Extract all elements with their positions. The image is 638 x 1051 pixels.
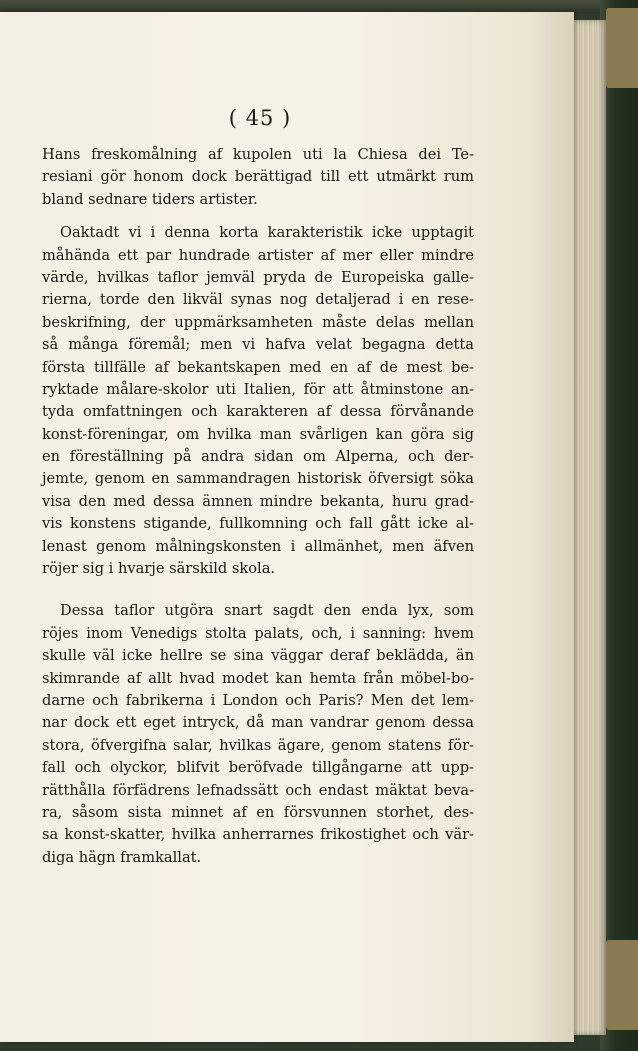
text-line: vis konstens stigande, fullkomning och fall gått icke al- xyxy=(42,515,474,533)
text-line: så många föremål; men vi hafva velat begagna detta xyxy=(42,336,474,354)
text-line: fall och olyckor, blifvit beröfvade tillgångarne att upp- xyxy=(42,759,474,777)
text-line: värde, hvilkas taflor jemväl pryda de Europeiska galle- xyxy=(42,268,474,286)
text-line: Oaktadt vi i denna korta karakteristik icke upptagit xyxy=(60,224,474,242)
page-edges xyxy=(570,20,606,1035)
paragraph-gap xyxy=(42,211,474,222)
text-line: skimrande af allt hvad modet kan hemta från möbel-bo- xyxy=(42,669,474,687)
text-line: beskrifning, der uppmärksamheten måste delas mellan xyxy=(42,313,474,331)
text-line: röjes inom Venedigs stolta palats, och, i sanning: hvem xyxy=(42,624,474,642)
text-line: konst-föreningar, om hvilka man svårligen kan göra sig xyxy=(42,425,474,443)
text-line: Dessa taflor utgöra snart sagdt den enda lyx, som xyxy=(60,602,474,620)
text-line: Hans freskomålning af kupolen uti la Chiesa dei Te- xyxy=(42,146,474,163)
text-line: darne och fabrikerna i London och Paris? Men det lem- xyxy=(42,691,474,709)
text-line: visa den med dessa ämnen mindre bekanta, huru grad- xyxy=(42,492,474,510)
body-text xyxy=(42,144,474,869)
paragraph xyxy=(42,144,474,211)
text-line: nar dock ett eget intryck, då man vandrar genom dessa xyxy=(42,714,474,732)
text-line: tyda omfattningen och karakteren af dessa förvånande xyxy=(42,403,474,421)
text-line: diga hägn framkallat. xyxy=(42,848,202,866)
text-line: rätthålla förfädrens lefnadssätt och endast mäktat beva- xyxy=(42,781,474,799)
text-line: ra, såsom sista minnet af en försvunnen storhet, des- xyxy=(42,803,474,821)
paragraph xyxy=(42,600,474,869)
text-line: en föreställning på andra sidan om Alperna, och der- xyxy=(42,448,474,466)
text-line: röjer sig i hvarje särskild skola. xyxy=(42,560,276,578)
book-page xyxy=(0,12,574,1042)
text-line: första tillfälle af bekantskapen med en af de mest be- xyxy=(42,358,474,376)
text-line: lenast genom målningskonsten i allmänhet, men äfven xyxy=(42,537,474,555)
text-line: skulle väl icke hellre se sina väggar deraf beklädda, än xyxy=(42,647,474,665)
cover-corner-bottom xyxy=(606,940,638,1030)
cover-corner-top xyxy=(606,8,638,88)
text-line: rierna, torde den likväl synas nog detaljerad i en rese- xyxy=(42,291,474,309)
text-line: sa konst-skatter, hvilka anherrarnes frikostighet och vär- xyxy=(42,826,474,844)
text-line: bland sednare tiders artister. xyxy=(42,190,258,208)
text-line: måhända ett par hundrade artister af mer eller mindre xyxy=(42,246,474,264)
text-line: ryktade målare-skolor uti Italien, för att åtminstone an- xyxy=(42,380,474,398)
text-line: jemte, genom en sammandragen historisk öfversigt söka xyxy=(42,470,474,488)
text-line: resiani gör honom dock berättigad till ett utmärkt rum xyxy=(42,168,474,186)
paragraph-gap xyxy=(42,580,474,600)
page-number: ( 45 ) xyxy=(228,106,292,130)
paragraph xyxy=(42,222,474,580)
text-line: stora, öfvergifna salar, hvilkas ägare, genom statens för- xyxy=(42,736,474,754)
